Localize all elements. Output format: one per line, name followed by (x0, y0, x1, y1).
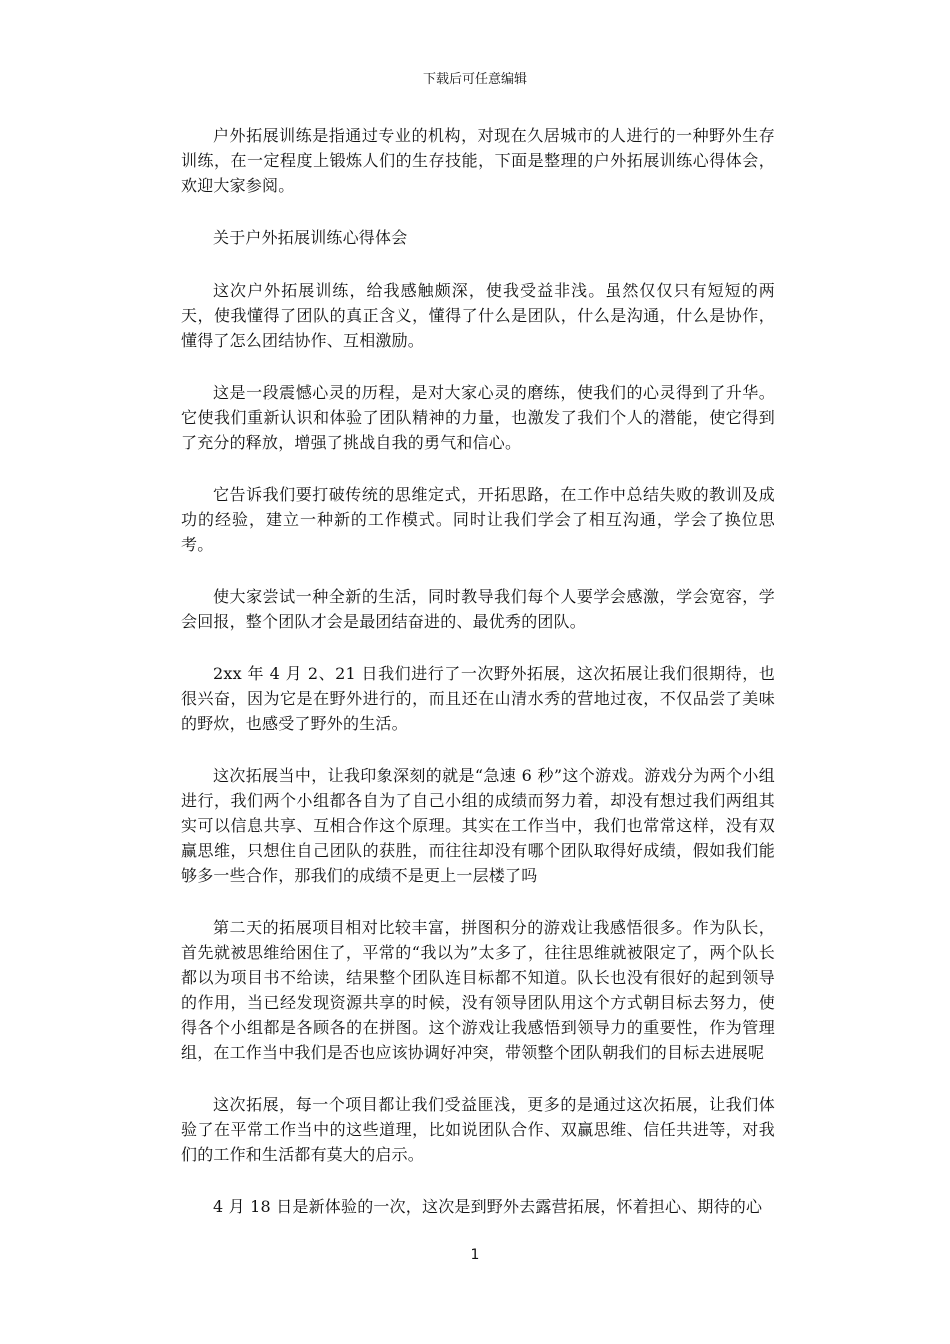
paragraph-5: 2xx 年 4 月 2、21 日我们进行了一次野外拓展，这次拓展让我们很期待，也很兴奋，因为它是在野外进行的，而且还在山清水秀的营地过夜，不仅品尝了美味的野炊，也感受了野外的生活。 (181, 664, 775, 733)
page-number: 1 (470, 1247, 480, 1263)
paragraph-4: 使大家尝试一种全新的生活，同时教导我们每个人要学会感激，学会宽容，学会回报，整个团队才会是最团结奋进的、最优秀的团队。 (181, 587, 775, 631)
paragraph-1: 这次户外拓展训练，给我感触颇深，使我受益非浅。虽然仅仅只有短短的两天，使我懂得了团队的真正含义，懂得了什么是团队，什么是沟通，什么是协作，懂得了怎么团结协作、互相激励。 (181, 281, 775, 350)
article-body (181, 123, 775, 1246)
paragraph-9: 4 月 18 日是新体验的一次，这次是到野外去露营拓展，怀着担心、期待的心 (213, 1197, 763, 1216)
paragraph-2: 这是一段震憾心灵的历程，是对大家心灵的磨练，使我们的心灵得到了升华。它使我们重新认识和体验了团队精神的力量，也激发了我们个人的潜能，使它得到了充分的释放，增强了挑战自我的勇气和信心。 (181, 383, 775, 452)
paragraph-3: 它告诉我们要打破传统的思维定式，开拓思路，在工作中总结失败的教训及成功的经验，建立一种新的工作模式。同时让我们学会了相互沟通，学会了换位思考。 (181, 485, 775, 554)
article-title: 关于户外拓展训练心得体会 (213, 228, 408, 247)
paragraph-6: 这次拓展当中，让我印象深刻的就是“急速 6 秒”这个游戏。游戏分为两个小组进行，我们两个小组都各自为了自己小组的成绩而努力着，却没有想过我们两组其实可以信息共享、互相合作这个原理。其实在工作当中，我们也常常这样，没有双赢思维，只想住自己团队的获胜，而往往却没有哪个团队取得好成绩，假如我们能够多一些合作，那我们的成绩不是更上一层楼了吗 (181, 766, 775, 885)
intro-paragraph: 户外拓展训练是指通过专业的机构，对现在久居城市的人进行的一种野外生存训练，在一定程度上锻炼人们的生存技能，下面是整理的户外拓展训练心得体会，欢迎大家参阅。 (181, 126, 775, 195)
header-note: 下载后可任意编辑 (422, 72, 527, 87)
paragraph-7: 第二天的拓展项目相对比较丰富，拼图积分的游戏让我感悟很多。作为队长，首先就被思维给困住了，平常的“我以为”太多了，往往思维就被限定了，两个队长都以为项目书不给读，结果整个团队连目标都不知道。队长也没有很好的起到领导的作用，当已经发现资源共享的时候，没有领导团队用这个方式朝目标去努力，使得各个小组都是各顾各的在拼图。这个游戏让我感悟到领导力的重要性，作为管理组，在工作当中我们是否也应该协调好冲突，带领整个团队朝我们的目标去进展呢 (181, 918, 775, 1062)
paragraph-8: 这次拓展，每一个项目都让我们受益匪浅，更多的是通过这次拓展，让我们体验了在平常工作当中的这些道理，比如说团队合作、双赢思维、信任共进等，对我们的工作和生活都有莫大的启示。 (181, 1095, 775, 1164)
